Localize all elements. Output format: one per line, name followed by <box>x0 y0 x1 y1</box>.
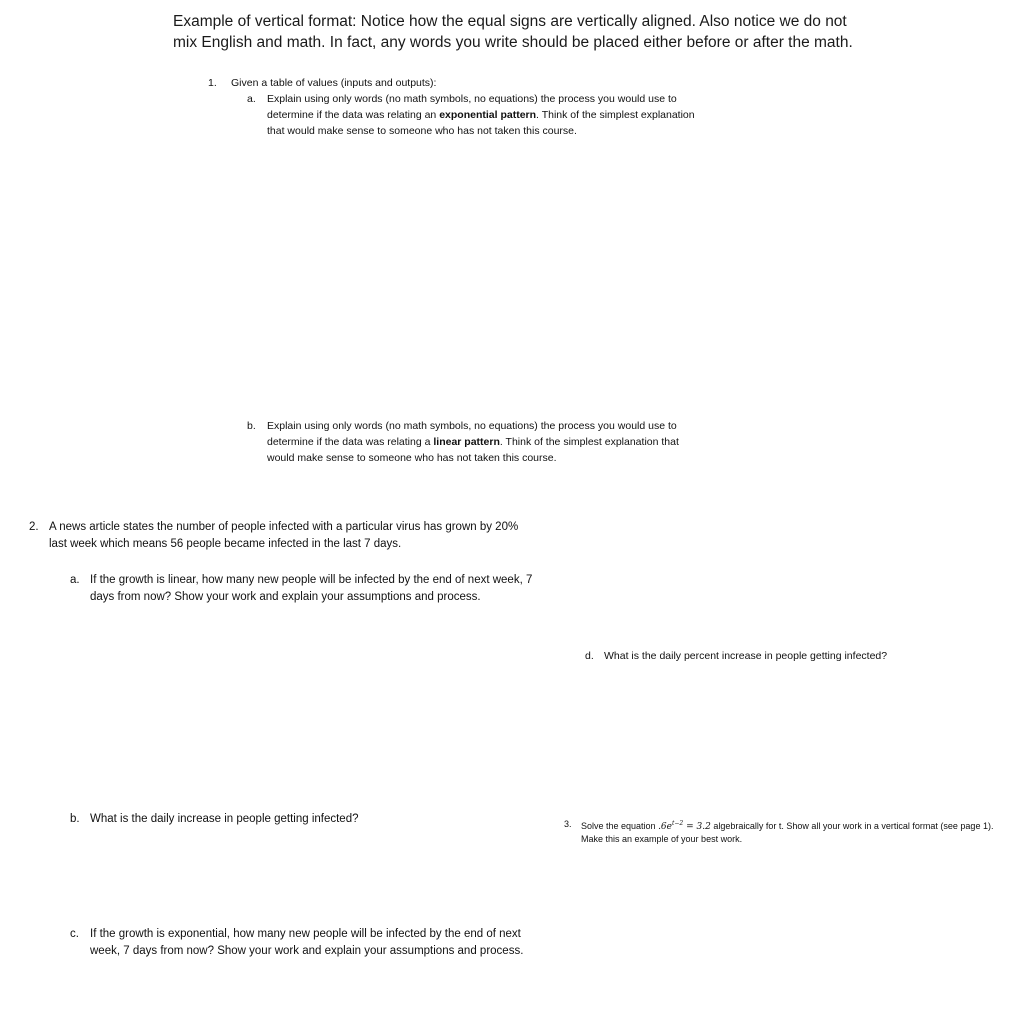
q1a-bold-term: exponential pattern <box>439 109 537 121</box>
q2-number: 2. <box>29 521 39 533</box>
intro-text: Example of vertical format: Notice how the equal signs are vertically aligned. Also notice we do not mix English and math. In fact, any words you write should be placed either before or after the math. <box>173 13 853 51</box>
q2a-text: If the growth is linear, how many new people will be infected by the end of next week, 7 days from now? Show your work and explain your assumptions and process. <box>90 574 533 603</box>
q2-text: A news article states the number of people infected with a particular virus has grown by 20% last week which means 56 people became infected in the last 7 days. <box>49 521 519 550</box>
q2c-label: c. <box>70 928 79 940</box>
q2b-text: What is the daily increase in people getting infected? <box>90 813 359 825</box>
q1a-label: a. <box>247 93 256 105</box>
q1b-label: b. <box>247 420 256 432</box>
q2a-label: a. <box>70 574 80 586</box>
q3-text: Solve the equation $.6e^{t-2} = 3.2$ algebraically for t. Show all your work in a vertical format (see page 1). Make this an example of your best work. <box>581 820 994 844</box>
q1a-text: Explain using only words (no math symbols, no equations) the process you would use to determine if the data was relating an exponential pattern. Think of the simplest explanation that would make sense to someone who has not taken this course. <box>267 93 695 137</box>
q3-equation: $.6e^{t-2} = 3.2$ <box>658 820 711 832</box>
q1-text: Given a table of values (inputs and outputs): <box>231 77 437 89</box>
q1b-bold-term: linear pattern <box>433 436 500 448</box>
q2d-label: d. <box>585 650 594 662</box>
q2b-label: b. <box>70 813 80 825</box>
q2c-text: If the growth is exponential, how many new people will be infected by the end of next week, 7 days from now? Show your work and explain your assumptions and process. <box>90 928 524 957</box>
q1-number: 1. <box>208 77 217 89</box>
q1b-text: Explain using only words (no math symbols, no equations) the process you would use to determine if the data was relating a linear pattern. Think of the simplest explanation that would make sense to someone who has not taken this course. <box>267 420 679 464</box>
q2d-text: What is the daily percent increase in people getting infected? <box>604 650 888 662</box>
q3-number: 3. <box>564 819 572 829</box>
